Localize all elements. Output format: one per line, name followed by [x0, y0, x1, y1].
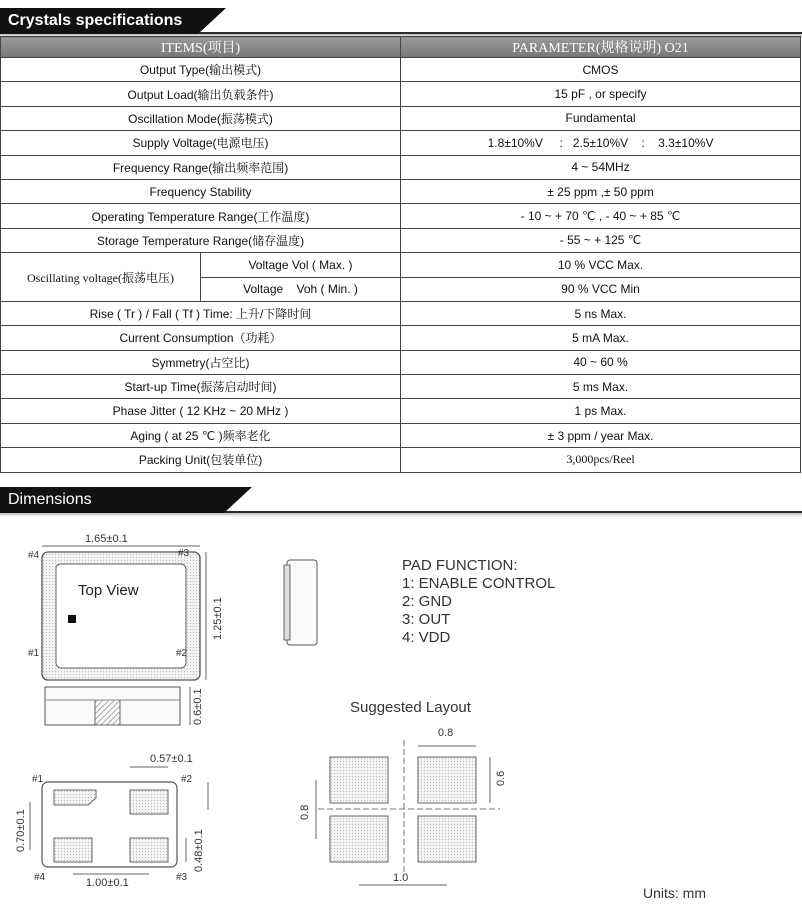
item-cell: Symmetry(占空比)	[1, 350, 401, 374]
osc-sub-label: Voltage Voh ( Min. )	[201, 277, 401, 301]
dim-pitch-y: 0.70±0.1	[15, 809, 27, 852]
pad-function-item: 3: OUT	[402, 611, 451, 628]
item-cell: Aging ( at 25 ℃ )频率老化	[1, 423, 401, 447]
dims-section-title: Dimensions	[0, 487, 224, 513]
item-cell: Supply Voltage(电源电压)	[1, 131, 401, 155]
table-row	[1, 155, 801, 179]
top-pin1-label: #1	[28, 648, 40, 659]
table-row	[1, 350, 801, 374]
table-row	[1, 423, 801, 447]
item-cell: Current Consumption（功耗）	[1, 326, 401, 350]
table-row	[1, 131, 801, 155]
top-view-package	[28, 533, 224, 680]
item-cell: Start-up Time(振荡启动时间)	[1, 375, 401, 399]
value-cell: 5 ms Max.	[401, 375, 801, 399]
value-cell: ± 3 ppm / year Max.	[401, 423, 801, 447]
spec-section-header	[0, 8, 802, 38]
table-row	[1, 253, 801, 277]
table-row	[1, 399, 801, 423]
table-header-row	[1, 37, 801, 58]
value-cell: 4 ~ 54MHz	[401, 155, 801, 179]
pad-function-title: PAD FUNCTION:	[402, 557, 518, 574]
spec-table	[0, 36, 801, 473]
units-label: Units: mm	[643, 885, 706, 901]
value-cell: CMOS	[401, 58, 801, 82]
top-pin2-label: #2	[176, 648, 188, 659]
dimensions-drawing	[0, 520, 802, 924]
dim-top-width: 1.65±0.1	[85, 533, 128, 545]
bottom-pin4-label: #4	[34, 872, 46, 883]
col-param-header: PARAMETER(规格说明) O21	[401, 37, 801, 58]
table-row	[1, 228, 801, 252]
bottom-pin1-label: #1	[32, 774, 44, 785]
top-view-label: Top View	[78, 582, 139, 599]
item-cell: Packing Unit(包装单位)	[1, 448, 401, 472]
table-row	[1, 106, 801, 130]
dim-pad-height: 0.48±0.1	[193, 829, 205, 872]
side-view-package	[45, 687, 204, 725]
item-cell: Frequency Range(输出频率范围)	[1, 155, 401, 179]
side-view-narrow	[284, 560, 317, 645]
item-cell: Output Load(输出负载条件)	[1, 82, 401, 106]
item-cell: Output Type(输出模式)	[1, 58, 401, 82]
bottom-pin3-label: #3	[176, 872, 188, 883]
value-cell: 40 ~ 60 %	[401, 350, 801, 374]
value-cell: - 55 ~ + 125 ℃	[401, 228, 801, 252]
top-pin4-label: #4	[28, 550, 40, 561]
value-cell: Fundamental	[401, 106, 801, 130]
layout-title: Suggested Layout	[350, 699, 471, 716]
value-cell: 3,000pcs/Reel	[401, 448, 801, 472]
item-cell: Oscillation Mode(振荡模式)	[1, 106, 401, 130]
item-cell: Rise ( Tr ) / Fall ( Tf ) Time: 上升/下降时间	[1, 301, 401, 325]
value-cell: 1 ps Max.	[401, 399, 801, 423]
table-row	[1, 204, 801, 228]
bottom-view-package	[15, 753, 208, 889]
layout-dim-06: 0.6	[495, 770, 507, 786]
table-row	[1, 179, 801, 203]
pin1-marker-icon	[68, 615, 76, 623]
dim-pitch-x: 1.00±0.1	[86, 877, 129, 889]
osc-sub-label: Voltage Vol ( Max. )	[201, 253, 401, 277]
osc-voltage-label: Oscillating voltage(振荡电压)	[1, 253, 201, 302]
table-row	[1, 58, 801, 82]
item-cell: Storage Temperature Range(储存温度)	[1, 228, 401, 252]
value-cell: 5 ns Max.	[401, 301, 801, 325]
layout-dim-10: 1.0	[393, 872, 409, 884]
table-row	[1, 375, 801, 399]
pad-function-item: 4: VDD	[402, 629, 451, 646]
spec-section-title: Crystals specifications	[0, 8, 198, 34]
dims-section-header	[0, 487, 802, 517]
item-cell: Phase Jitter ( 12 KHz ~ 20 MHz )	[1, 399, 401, 423]
table-row	[1, 301, 801, 325]
dim-thickness: 0.6±0.1	[192, 688, 204, 725]
pad-function-list	[402, 557, 555, 646]
col-items-header: ITEMS(项目)	[1, 37, 401, 58]
table-row	[1, 448, 801, 472]
value-cell: ± 25 ppm ,± 50 ppm	[401, 179, 801, 203]
value-cell: 15 pF , or specify	[401, 82, 801, 106]
value-cell: 5 mA Max.	[401, 326, 801, 350]
bottom-pin2-label: #2	[181, 774, 193, 785]
layout-dim-08-top: 0.8	[438, 727, 454, 739]
pad-function-item: 1: ENABLE CONTROL	[402, 575, 556, 592]
value-cell: 10 % VCC Max.	[401, 253, 801, 277]
table-row	[1, 326, 801, 350]
dim-top-height: 1.25±0.1	[212, 597, 224, 640]
suggested-layout	[299, 699, 507, 885]
layout-dim-08-left: 0.8	[299, 804, 311, 820]
dim-pad-width: 0.57±0.1	[150, 753, 193, 765]
value-cell: 90 % VCC Min	[401, 277, 801, 301]
table-row	[1, 82, 801, 106]
pad-function-item: 2: GND	[402, 593, 453, 610]
value-cell: - 10 ~ + 70 ℃ , - 40 ~ + 85 ℃	[401, 204, 801, 228]
item-cell: Frequency Stability	[1, 179, 401, 203]
value-cell: 1.8±10%V : 2.5±10%V : 3.3±10%V	[401, 131, 801, 155]
top-pin3-label: #3	[178, 548, 190, 559]
item-cell: Operating Temperature Range(工作温度)	[1, 204, 401, 228]
